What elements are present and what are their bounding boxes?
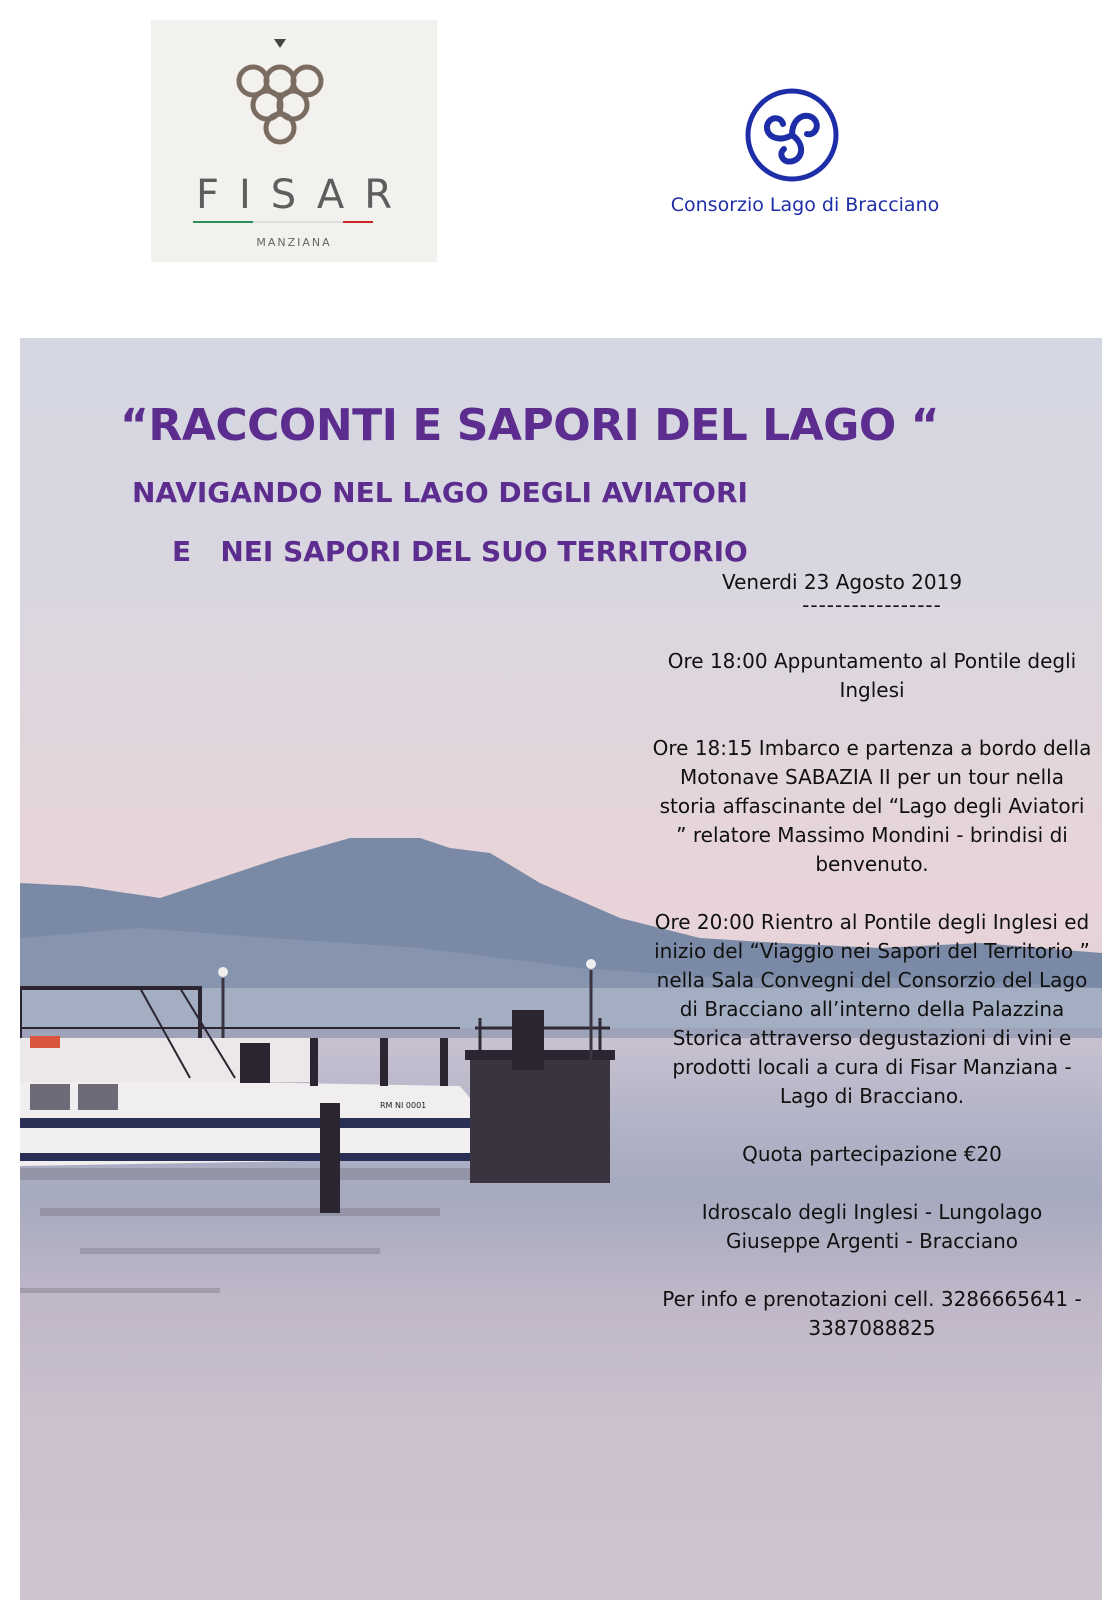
grape-icon <box>151 20 437 262</box>
event-date: Venerdi 23 Agosto 2019 <box>722 570 963 594</box>
flag-stripe-green <box>193 221 253 223</box>
info-paragraph: Ore 20:00 Rientro al Pontile degli Inglesi ed inizio del “Viaggio nei Sapori del Territorio ” nella Sala Convegni del Consorzio del Lago di Bracciano all’interno della Palazzina Storica attraverso degustazioni di vini e prodotti locali a cura di Fisar Manziana - Lago di Bracciano. <box>654 910 1090 1108</box>
flag-stripe-white <box>253 221 343 223</box>
separator: ----------------- <box>802 593 942 617</box>
flag-stripe-red <box>343 221 373 223</box>
fisar-name: FISAR <box>195 172 413 218</box>
consorzio-logo <box>640 88 980 228</box>
fisar-logo <box>151 20 437 262</box>
event-poster <box>20 338 1102 1600</box>
info-paragraph: Per info e prenotazioni cell. 3286665641 - 3387088825 <box>662 1287 1082 1340</box>
boat-id: RM NI 0001 <box>380 1101 427 1110</box>
poster-subtitle-2: E NEI SAPORI DEL SUO TERRITORIO <box>172 535 748 568</box>
pier <box>470 1053 610 1183</box>
poster-title: “RACCONTI E SAPORI DEL LAGO “ <box>120 400 939 451</box>
fisar-subtitle: MANZIANA <box>256 236 332 249</box>
triskelion-icon <box>743 88 863 188</box>
info-paragraph: Idroscalo degli Inglesi - Lungolago Giuseppe Argenti - Bracciano <box>701 1200 1043 1253</box>
poster-subtitle-1: NAVIGANDO NEL LAGO DEGLI AVIATORI <box>132 476 748 509</box>
info-paragraph: Quota partecipazione €20 <box>742 1142 1002 1166</box>
info-paragraph: Ore 18:15 Imbarco e partenza a bordo della Motonave SABAZIA II per un tour nella storia affascinante del “Lago degli Aviatori ” relatore Massimo Mondini - brindisi di benvenuto. <box>652 736 1092 876</box>
info-paragraph: Ore 18:00 Appuntamento al Pontile degli Inglesi <box>667 649 1077 702</box>
consorzio-name: Consorzio Lago di Bracciano <box>670 194 940 216</box>
event-info <box>652 568 1092 1343</box>
